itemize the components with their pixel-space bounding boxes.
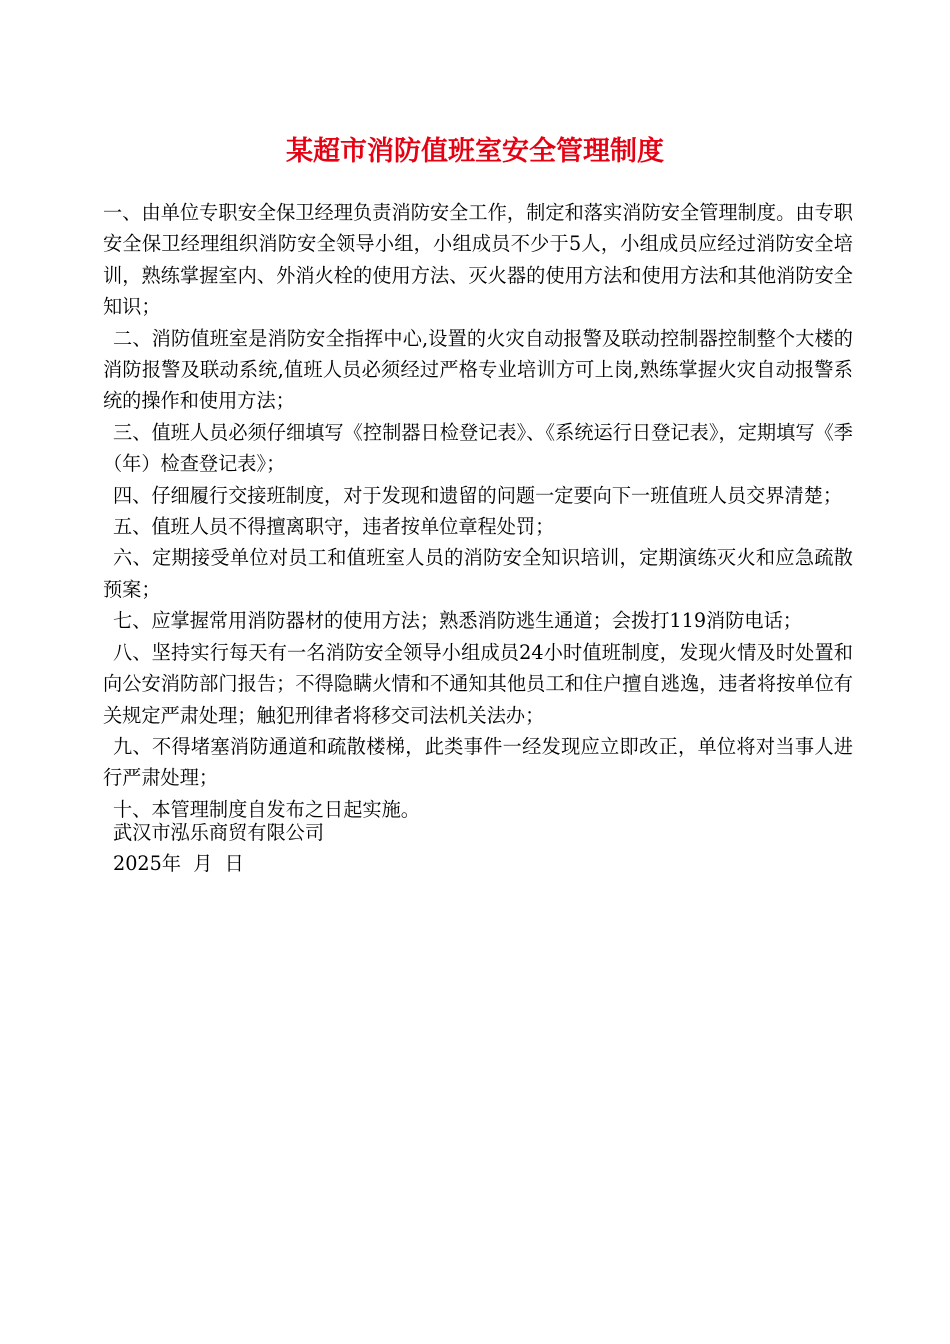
signature-block: [113, 817, 713, 880]
paragraph-8: 八、坚持实行每天有一名消防安全领导小组成员24小时值班制度，发现火情及时处置和向公安消防部门报告；不得隐瞒火情和不通知其他员工和住户擅自逃逸，违者将按单位有关规定严肃处理；触犯刑律者将移交司法机关法办；: [103, 640, 853, 727]
company-name: 武汉市泓乐商贸有限公司: [113, 821, 325, 844]
paragraph-3: 三、值班人员必须仔细填写《控制器日检登记表》、《系统运行日登记表》，定期填写《季（年）检查登记表》；: [103, 420, 853, 476]
paragraph-1: 一、由单位专职安全保卫经理负责消防安全工作，制定和落实消防安全管理制度。由专职安全保卫经理组织消防安全领导小组，小组成员不少于5人，小组成员应经过消防安全培训，熟练掌握室内、外消火栓的使用方法、灭火器的使用方法和使用方法和其他消防安全知识；: [103, 201, 853, 319]
paragraph-7: 七、应掌握常用消防器材的使用方法；熟悉消防逃生通道；会拨打119消防电话；: [113, 609, 802, 633]
paragraph-5: 五、值班人员不得擅离职守，违者按单位章程处罚；: [113, 515, 555, 539]
document-body: [103, 197, 853, 825]
paragraph-6: 六、定期接受单位对员工和值班室人员的消防安全知识培训，定期演练灭火和应急疏散预案；: [103, 546, 853, 601]
document-title: 某超市消防值班室安全管理制度: [286, 136, 664, 167]
paragraph-9: 九、不得堵塞消防通道和疏散楼梯，此类事件一经发现应立即改正，单位将对当事人进行严肃处理；: [103, 734, 853, 790]
paragraph-4: 四、仔细履行交接班制度，对于发现和遗留的问题一定要向下一班值班人员交界清楚；: [113, 483, 843, 507]
paragraph-10: 十、本管理制度自发布之日起实施。: [113, 797, 420, 821]
paragraph-2: 二、消防值班室是消防安全指挥中心,设置的火灾自动报警及联动控制器控制整个大楼的消防报警及联动系统,值班人员必须经过严格专业培训方可上岗,熟练掌握火灾自动报警系统的操作和使用方法；: [103, 326, 853, 413]
signature-date: 2025年 月 日: [113, 852, 244, 876]
